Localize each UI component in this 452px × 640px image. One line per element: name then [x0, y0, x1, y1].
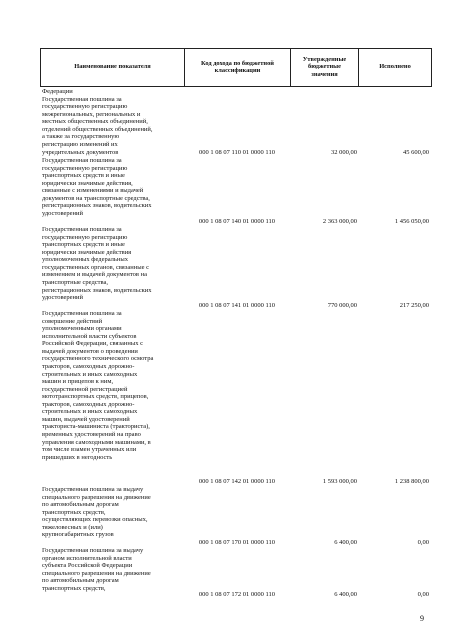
row-approved: 770 000,00	[327, 302, 357, 309]
row-code: 000 1 08 07 140 01 0000 110	[198, 218, 276, 225]
row-name: Федерации Государственная пошлина за государственную регистрацию межрегиональных, региональных и местных общественных объединений, отделений общественных объединений, а также за государственную регистрацию изменений их учредительных документов	[42, 88, 153, 156]
row-name: Государственная пошлина за государственную регистрацию транспортных средств и иные юридически значимые действия, связанные с изменениями и выдачей документов на транспортные средства, регистрационных знаков, водительских удостоверений	[42, 157, 152, 217]
header-bottom-border	[40, 86, 432, 87]
header-border-right	[431, 48, 432, 86]
page-number: 9	[420, 614, 424, 623]
row-executed: 45 600,00	[403, 149, 429, 156]
row-approved: 6 400,00	[334, 539, 357, 546]
row-executed: 1 238 800,00	[394, 478, 429, 485]
row-code: 000 1 08 07 110 01 0000 110	[199, 149, 275, 156]
row-approved: 2 363 000,00	[322, 218, 357, 225]
row-name: Государственная пошлина за государственную регистрацию транспортных средств и иные юридически значимые действия уполномоченных федеральных государственных органов, связанные с изменением и выдачей документов на транспортные средства, регистрационных знаков, водительских удостоверений	[42, 226, 152, 302]
header-executed: Исполнено	[379, 63, 411, 71]
header-indicator-name: Наименование показателя	[74, 63, 151, 71]
row-executed: 1 456 050,00	[394, 218, 429, 225]
row-name: Государственная пошлина за совершение действий уполномоченными органами исполнительной власти субъектов Российской Федерации, связанных с выдачей документов о проведении государственного технического осмотра тракторов, самоходных дорожно- строительных и иных самоходных машин и прицепов к ним, государственной регистрацией мототранспортных средств, прицепов, тракторов, самоходных дорожно- строительных и иных самоходных машин, выдачей удостоверений тракториста-машиниста (тракториста), временных удостоверений на право управления самоходными машинами, в том числе взамен утраченных или пришедших в негодность	[42, 310, 154, 461]
row-executed: 0,00	[417, 591, 429, 598]
row-approved: 6 400,00	[334, 591, 357, 598]
header-income-code: Код дохода по бюджетной классификации	[201, 59, 274, 74]
row-name: Государственная пошлина за выдачу специального разрешения на движение по автомобильным дорогам транспортных средств, осуществляющих перевозки опасных, тяжеловесных и (или) крупногабаритных грузов	[42, 486, 151, 539]
row-executed: 0,00	[417, 539, 429, 546]
row-code: 000 1 08 07 142 01 0000 110	[198, 478, 276, 485]
row-approved: 1 593 000,00	[322, 478, 357, 485]
row-code: 000 1 08 07 141 01 0000 110	[198, 302, 276, 309]
row-approved: 32 000,00	[331, 149, 357, 156]
row-name: Государственная пошлина за выдачу органом исполнительной власти субъекта Российской Федерации специального разрешения на движение по автомобильным дорогам транспортных средств,	[42, 547, 151, 592]
row-code: 000 1 08 07 170 01 0000 110	[198, 539, 276, 546]
header-approved-values: Утвержденные бюджетные значения	[302, 55, 347, 78]
row-code: 000 1 08 07 172 01 0000 110	[198, 591, 276, 598]
row-executed: 217 250,00	[399, 302, 429, 309]
